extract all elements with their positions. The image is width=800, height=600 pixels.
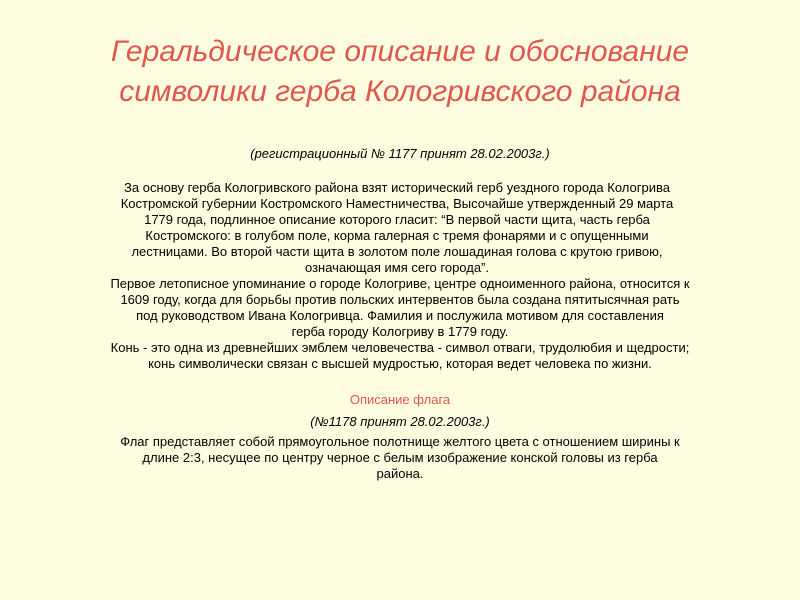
slide-title-line-2: символики герба Кологривского района — [119, 75, 681, 108]
flag-heading: Описание флага — [349, 392, 451, 407]
paragraph-line: Флаг представляет собой прямоугольное полотнище желтого цвета с отношением ширины к — [120, 434, 680, 449]
paragraph-line: 1609 году, когда для борьбы против польских интервентов была создана пятитысячная рать — [120, 292, 680, 307]
slide-title — [30, 32, 770, 112]
paragraph-coat-of-arms-basis — [82, 180, 702, 276]
paragraph-line: Костромского: в голубом поле, корма галерная с тремя фонарями и с опущенными — [145, 228, 649, 243]
paragraph-line: района. — [376, 466, 424, 481]
flag-registration-note: (№1178 принят 28.02.2003г.) — [310, 414, 490, 429]
paragraph-line: За основу герба Кологривского района взят исторический герб уездного города Кологрива — [124, 180, 670, 195]
registration-note: (регистрационный № 1177 принят 28.02.2003г.) — [250, 146, 550, 161]
slide-title-line-1: Геральдическое описание и обоснование — [110, 35, 690, 68]
paragraph-line: герба городу Кологриву в 1779 году. — [291, 324, 509, 339]
paragraph-first-mention — [40, 276, 760, 340]
paragraph-line: лестницами. Во второй части щита в золотом поле лошадиная голова с крутою гривою, — [131, 244, 663, 259]
paragraph-line: конь символически связан с высшей мудростью, которая ведет человека по жизни. — [148, 356, 652, 371]
paragraph-line: означающая имя сего города”. — [305, 260, 489, 275]
paragraph-line: 1779 года, подлинное описание которого гласит: “В первой части щита, часть герба — [144, 212, 650, 227]
paragraph-line: Первое летописное упоминание о городе Кологриве, центре одноименного района, относится к — [110, 276, 690, 291]
paragraph-line: длине 2:3, несущее по центру черное с белым изображение конской головы из герба — [142, 450, 658, 465]
paragraph-line: Конь - это одна из древнейших эмблем человечества - символ отваги, трудолюбия и щедрости; — [110, 340, 690, 355]
slide-body — [40, 180, 760, 482]
paragraph-horse-symbol — [40, 340, 760, 372]
flag-description — [40, 434, 760, 482]
paragraph-line: под руководством Ивана Кологривца. Фамилия и послужила мотивом для составления — [136, 308, 664, 323]
paragraph-line: Костромской губернии Костромского Наместничества, Высочайше утвержденный 29 марта — [120, 196, 674, 211]
